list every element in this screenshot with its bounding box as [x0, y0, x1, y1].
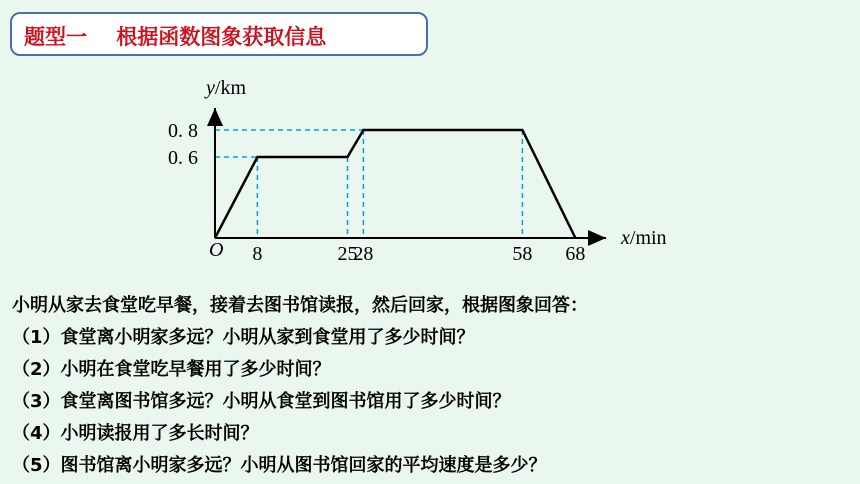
series-line [215, 130, 575, 238]
origin-label: O [209, 239, 224, 261]
question-list [12, 290, 852, 482]
question-3: （3）食堂离图书馆多远？小明从食堂到图书馆用了多少时间？ [12, 391, 511, 412]
y-tick-label: 0. 8 [168, 120, 198, 142]
y-axis-label: y/km [206, 77, 247, 99]
y-tick-label: 0. 6 [168, 147, 198, 169]
x-tick-label: 8 [252, 243, 263, 265]
intro-text: 小明从家去食堂吃早餐，接着去图书馆读报，然后回家，根据图象回答： [12, 295, 588, 316]
x-axis-label: x/min [621, 227, 667, 249]
question-4: （4）小明读报用了多长时间？ [12, 423, 259, 444]
guide-lines [215, 130, 522, 238]
question-1: （1）食堂离小明家多远？小明从家到食堂用了多少时间？ [12, 327, 475, 348]
x-tick-labels [252, 243, 585, 265]
section-title-box [10, 12, 428, 56]
question-5: （5）图书馆离小明家多远？小明从图书馆回家的平均速度是多少？ [12, 455, 547, 476]
question-2: （2）小明在食堂吃早餐用了多少时间？ [12, 359, 331, 380]
section-title-label: 题型一 [24, 25, 87, 49]
x-tick-label: 28 [353, 243, 374, 265]
section-title [24, 21, 326, 51]
y-tick-labels [168, 120, 198, 169]
x-tick-label: 58 [512, 243, 533, 265]
x-tick-label: 68 [565, 243, 586, 265]
section-title-text: 根据函数图象获取信息 [116, 25, 327, 49]
distance-time-graph [0, 60, 720, 280]
x-tick-label: 25 [337, 243, 358, 265]
